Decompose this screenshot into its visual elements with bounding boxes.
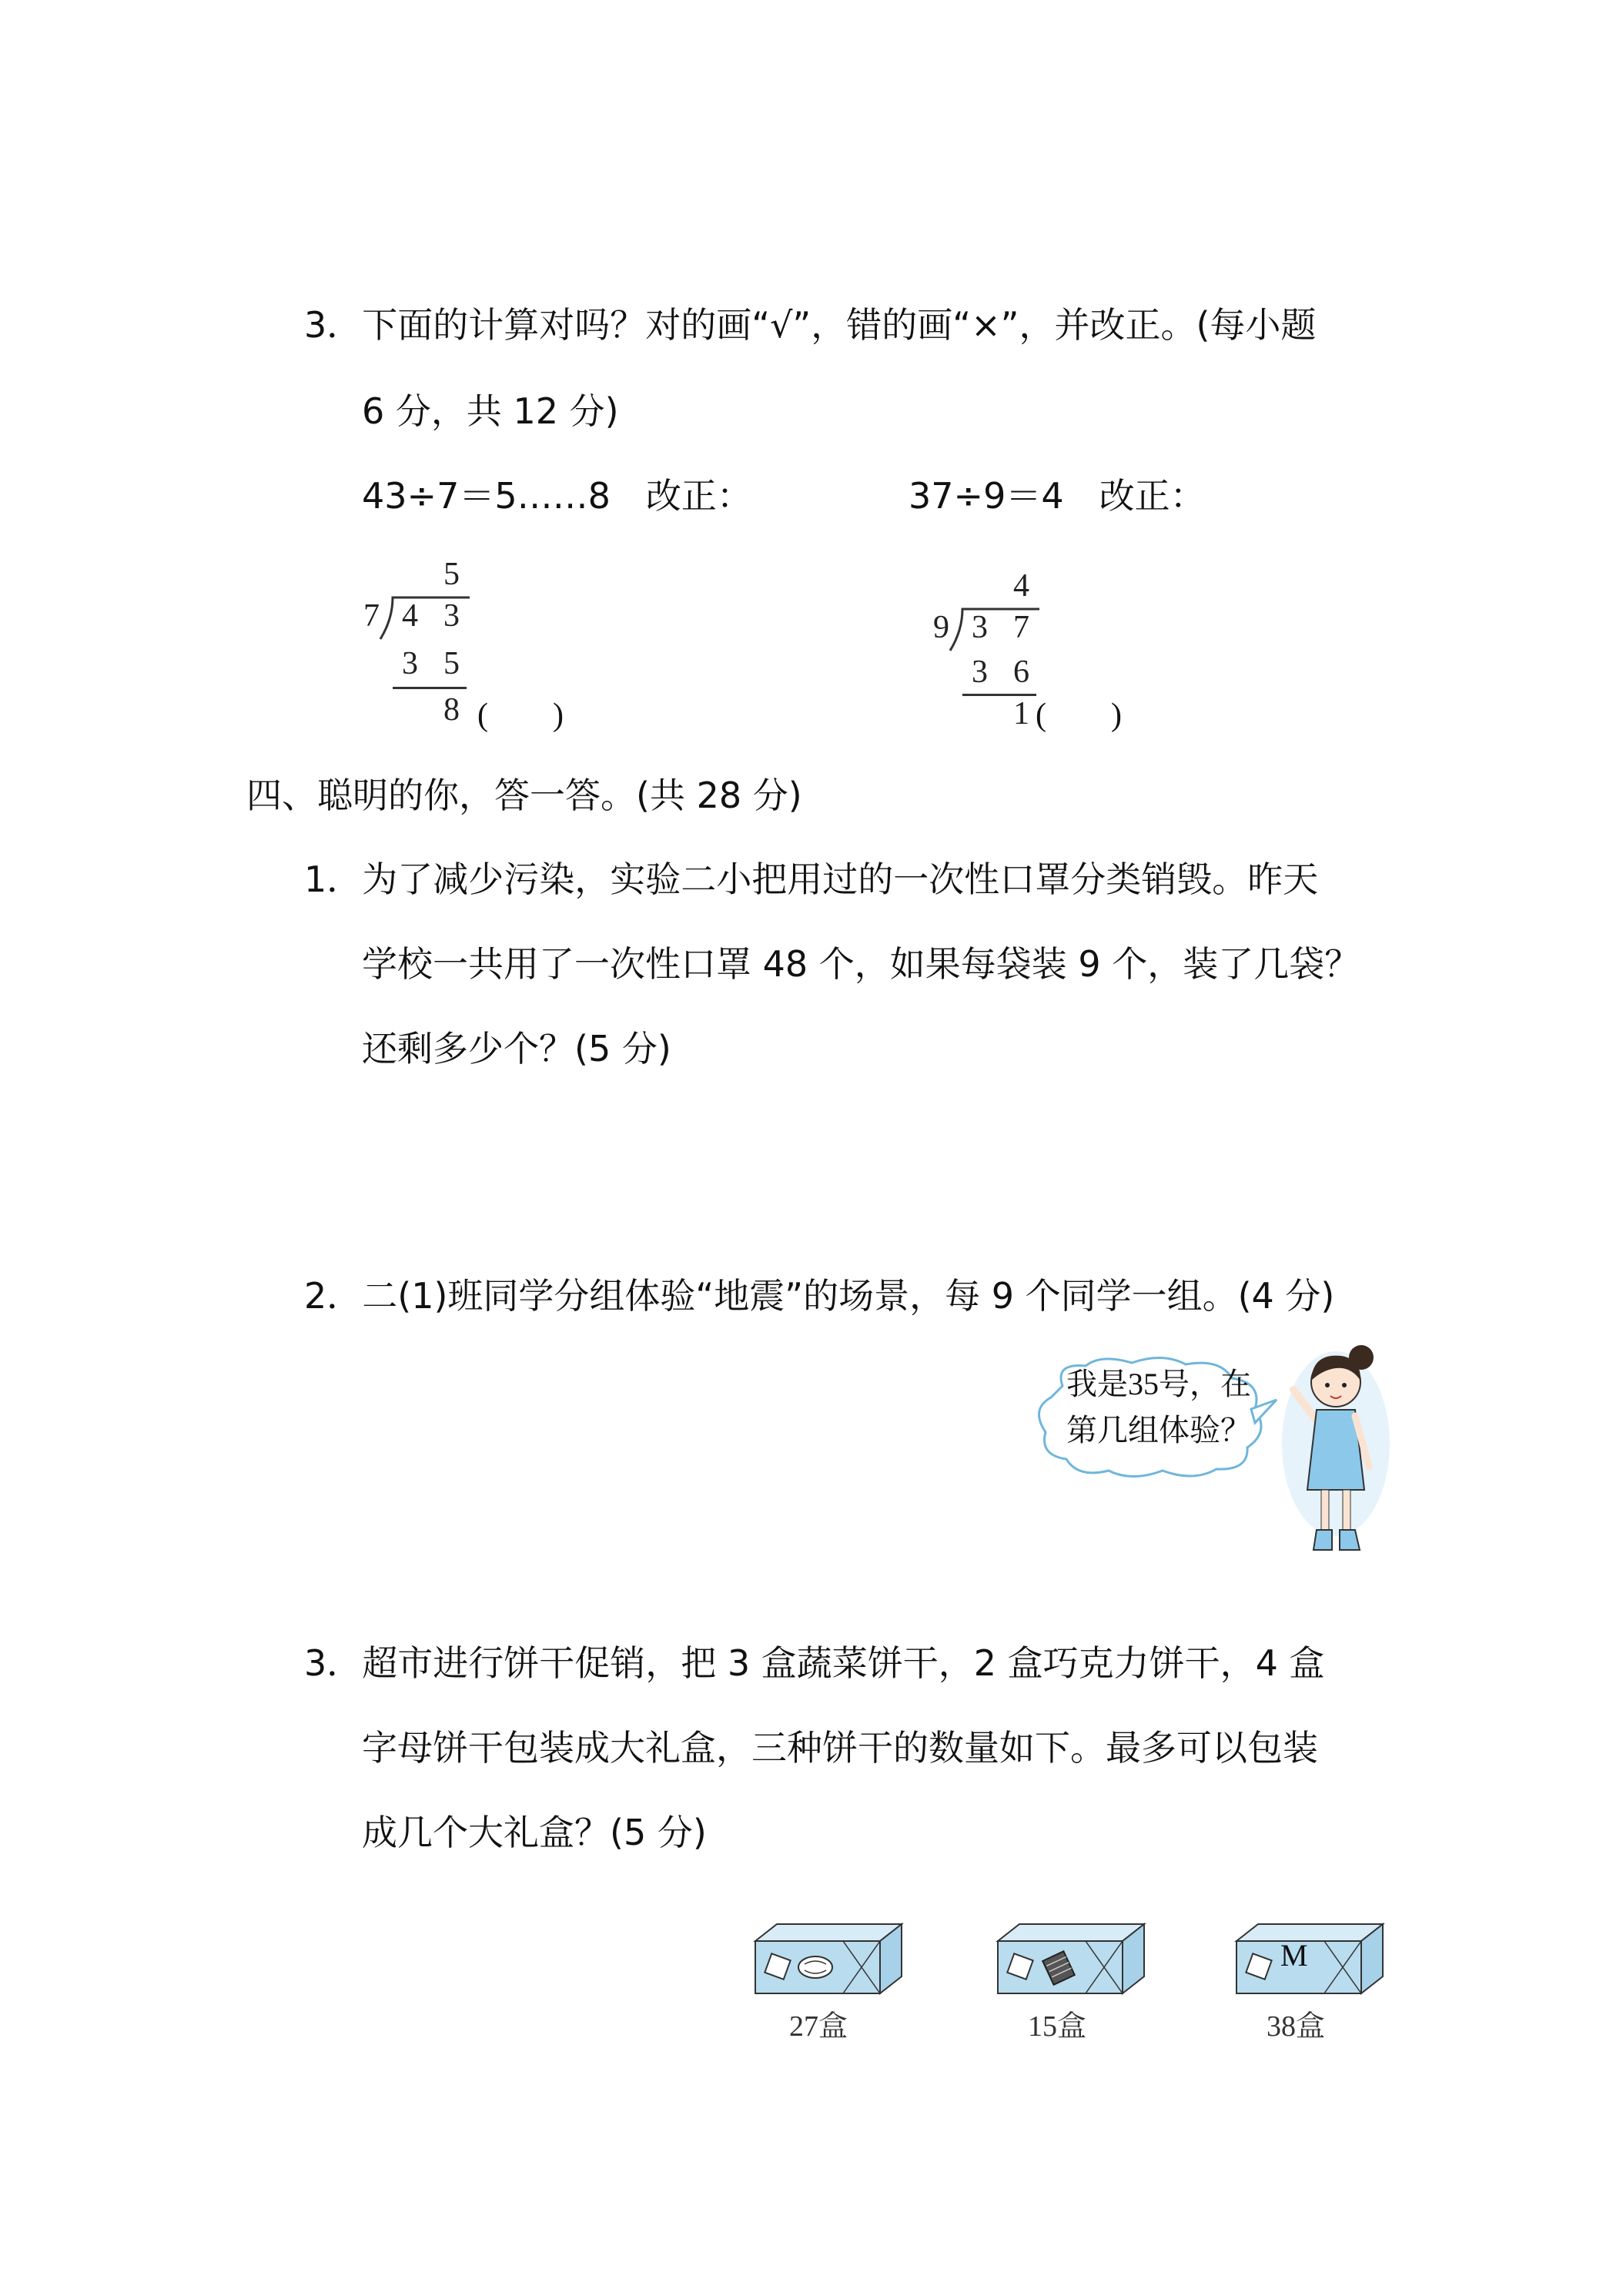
divisor: 7 [363,598,380,634]
remainder: 8 [443,692,460,728]
section4-heading: 四、聪明的你，答一答。(共 28 分) [246,775,802,816]
q2-line1: 2．二(1)班同学分组体验“地震”的场景，每 9 个同学一组。(4 分) [304,1275,1335,1317]
q3b-line2: 字母饼干包装成大礼盒，三种饼干的数量如下。最多可以包装 [362,1727,1318,1769]
q1-line2: 学校一共用了一次性口罩 48 个，如果每袋装 9 个，装了几袋？ [362,943,1360,985]
quotient: 5 [443,557,460,592]
box-label-chocolate: 15盒 [1028,2010,1087,2043]
answer-bracket-a[interactable]: ( ) [477,698,564,733]
q3-text-line1: 3．下面的计算对吗？对的画“√”，错的画“×”，并改正。(每小题 [304,304,1317,346]
q1-line3: 还剩多少个？(5 分) [362,1028,671,1069]
equation-a: 43÷7＝5……8 改正： [362,475,752,517]
q3b-line3: 成几个大礼盒？(5 分) [362,1812,707,1853]
vegetable-biscuit-box-icon [751,1921,905,1998]
box-label-vegetable: 27盒 [789,2010,848,2043]
divisor: 9 [933,610,949,645]
dividend-digit: 3 [443,598,460,634]
subtraction-line [393,687,467,689]
division-bracket-icon [949,607,1041,654]
equation-b: 37÷9＝4 改正： [909,475,1206,517]
q1-line1: 1．为了减少污染，实验二小把用过的一次性口罩分类销毁。昨天 [304,858,1319,900]
subtraction-line [962,694,1036,696]
bubble-text-line1: 我是35号，在 [1066,1367,1251,1401]
product-digit: 3 [402,646,418,681]
letter-mark-m: M [1280,1938,1308,1973]
girl-illustration-icon [1270,1336,1401,1559]
bubble-text-line2: 第几组体验？ [1066,1413,1251,1448]
q3-text-line2: 6 分，共 12 分) [362,390,619,432]
dividend-digit: 4 [402,598,418,634]
dividend-digit: 7 [1013,610,1029,645]
division-bracket-icon [379,596,471,642]
q3b-line1: 3．超市进行饼干促销，把 3 盒蔬菜饼干，2 盒巧克力饼干，4 盒 [304,1642,1325,1684]
remainder: 1 [1013,696,1029,731]
product-digit: 6 [1013,654,1029,690]
box-label-letter: 38盒 [1267,2010,1326,2043]
dividend-digit: 3 [972,610,988,645]
quotient: 4 [1013,568,1029,604]
letter-biscuit-box-icon [1232,1921,1386,1998]
product-digit: 3 [972,654,988,690]
chocolate-biscuit-box-icon [993,1921,1147,1998]
product-digit: 5 [443,646,460,681]
answer-bracket-b[interactable]: ( ) [1036,698,1122,733]
